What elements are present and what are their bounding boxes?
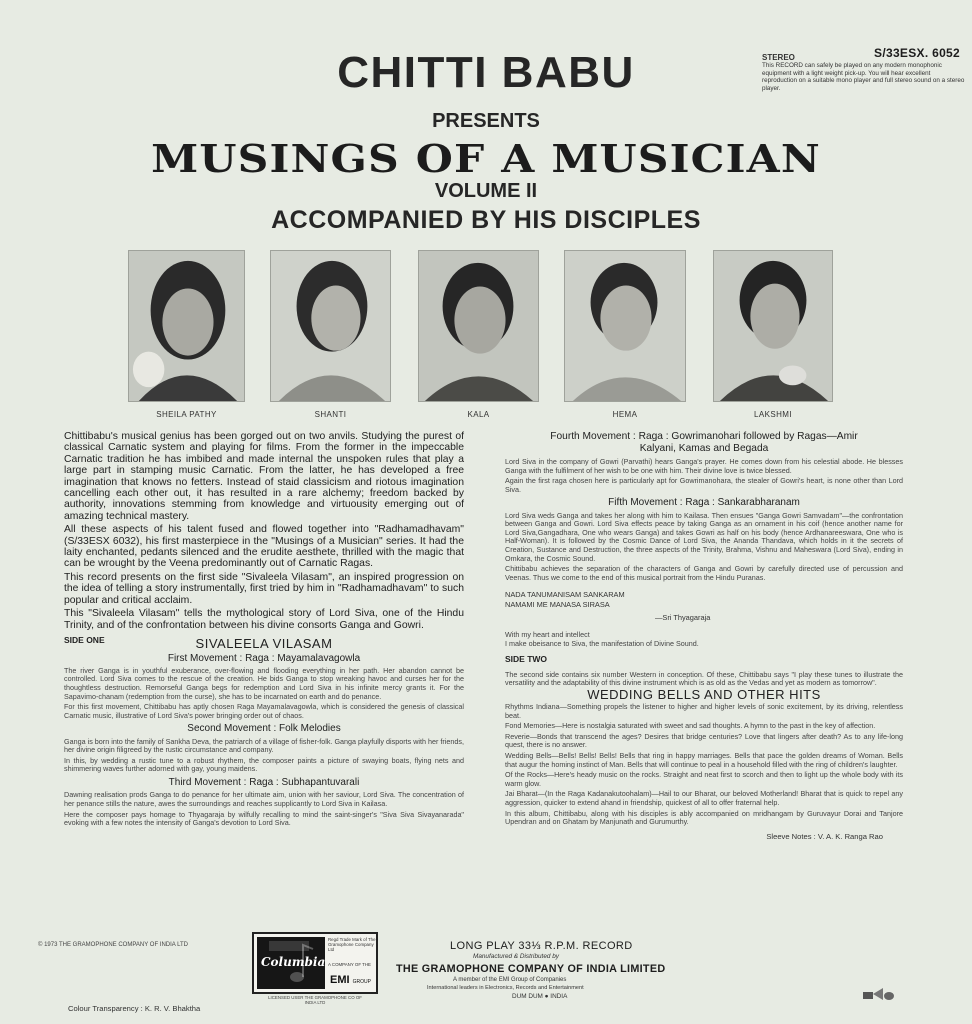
movement-3-title: Third Movement : Raga : Subhapantuvarali — [168, 777, 360, 789]
movement-2-title: Second Movement : Folk Melodies — [187, 723, 341, 735]
accompaniment-note: In this album, Chittibabu, along with his disciples is ably accompanied on mridhangam by Guruvayur Dorai and Tanjore Upendran and on Ghatam by Manjunath and Gurumurthy. — [505, 808, 903, 827]
address-label: DUM DUM ● INDIA — [512, 993, 568, 1000]
copyright-notice: © 1973 THE GRAMOPHONE COMPANY OF INDIA LTD — [38, 942, 189, 948]
quote-translation: I make obeisance to Siva, the manifestation of Divine Sound. — [505, 638, 699, 648]
portrait-image — [129, 251, 244, 401]
disciple-photo-2 — [270, 250, 391, 402]
transparency-credit: Colour Transparency : K. R. V. Bhaktha — [68, 1004, 201, 1013]
his-masters-voice-icon — [861, 986, 897, 1007]
trademark-note: Regd Trade Mark of The Gramophone Company Ltd — [328, 937, 376, 952]
movement-text: Lord Siva weds Ganga and takes her along with him to Kailasa. Then ensues "Ganga Gowri Samvadam"—the confrontation between Ganga and Gowri. Lord Siva effects peace by taking Ganga as an ornament in his coif (hence another name for Lord Siva,Gangadhara, One who wears Ganga) and takes Gowri as half on his body (hence Ardhanareeswara, One who is Half-Woman). It is followed by the Cosmic Dance of Lord Siva, the Ananda Thandava, which holds in it the secrets of Creation, Sustance and Destruction, the three aspects of the Trinity, Brahma, Vishnu and Maheswara (Lord Siva), ending in Omkara, the Cosmic Sound. — [505, 510, 903, 563]
track-description: Of the Rocks—Here's heady music on the rocks. Straight and neat first to scorch and then to light up the whole body with its warm glow. — [505, 770, 903, 788]
quote-line: NADA TANUMANISAM SANKARAM — [505, 590, 625, 600]
disciple-photo-4 — [564, 250, 686, 402]
movement-text: Here the composer pays homage to Thyagaraja by wilfully recalling to mind the saint-singer's "Siva Siva Sivayanarada" evoking with a few notes the intensity of Ganga's devotion to Lord Siva. — [64, 809, 464, 828]
long-play-label: LONG PLAY 33⅓ R.P.M. RECORD — [450, 940, 633, 952]
columbia-logo-block — [257, 937, 325, 989]
catalog-number: S/33ESX. 6052 — [874, 46, 960, 60]
portrait-image — [271, 251, 390, 401]
side-one-label: SIDE ONE — [64, 634, 105, 645]
presents-label: PRESENTS — [432, 110, 540, 132]
track-description: Rhythms Indiana—Something propels the listener to higher and higher levels of sonic excitement, by its driving, relentless beat. — [505, 702, 903, 720]
disciple-name-5: LAKSHMI — [754, 410, 792, 419]
movement-text: Lord Siva in the company of Gowri (Parvathi) hears Ganga's prayer. He comes down from his celestial abode. He blesses Ganga with the fulfilment of her wish to be one with him. Their divine love is twice blessed. — [505, 457, 903, 475]
company-of-label: A COMPANY OF THE — [328, 962, 371, 967]
columbia-logo — [252, 932, 378, 994]
side-two-title: WEDDING BELLS AND OTHER HITS — [587, 686, 821, 702]
right-column — [505, 431, 903, 842]
quote-translation: With my heart and intellect — [505, 630, 590, 640]
intro-paragraph: All these aspects of his talent fused and flowed together into "Radhamadhavam" (S/33ESX 6032), his first masterpiece in the "Musings of a Musician" series. It had the laity enchanted, pedants silenced and the erudite aesthete, thrilled with the magic that can be wrought by the Veena predominantly out of Carnatic Ragas. — [64, 524, 464, 570]
stereo-title: STEREO — [762, 53, 795, 62]
disciple-name-1: SHEILA PATHY — [156, 410, 217, 419]
movement-text: For this first movement, Chittibabu has aptly chosen Raga Mayamalavagowla, which is considered the genesis of classical Carnatic music, illustrative of Lord Siva's power bringing order out of chaos. — [64, 702, 464, 720]
intro-paragraph: This record presents on the first side "Sivaleela Vilasam", an inspired progression on the idea of telling a story instrumentally, first tried by him in "Radhamadhavam" to such popular and critical acclaim. — [64, 571, 464, 606]
side-one-title: SIVALEELA VILASAM — [195, 636, 333, 652]
disciple-photo-1 — [128, 250, 245, 402]
intro-paragraph: This "Sivaleela Vilasam" tells the mythological story of Lord Siva, one of the Hindu Trinity, and of the confrontation between his divine consorts Ganga and Gowri. — [64, 608, 464, 631]
movement-1-title: First Movement : Raga : Mayamalavagowla — [167, 652, 361, 664]
disciple-name-3: KALA — [467, 410, 490, 419]
movement-4-title: Fourth Movement : Raga : Gowrimanohari followed by Ragas—Amir Kalyani, Kamas and Begada — [550, 431, 858, 454]
left-column — [64, 431, 464, 830]
movement-text: Ganga is born into the family of Sankha Deva, the patriarch of a village of fisher-folk. Ganga playfully disports with her friends, her divine origin filigreed by the rustic circumstance and company. — [64, 736, 464, 755]
track-description: Reverie—Bonds that transcend the ages? Desires that bridge centuries? Love that lingers after death? As to any life-long quest, there is no answer. — [505, 731, 903, 750]
movement-text: Dawning realisation prods Ganga to do penance for her ultimate aim, union with her saviour, Lord Siva. The concentration of her penance stills the nature, awes the surroundings and reaches supplicantly to Lord Siva in Kailasa. — [64, 790, 464, 808]
emi-group-label: GROUP — [352, 979, 371, 985]
movement-text: Again the first raga chosen here is particularly apt for Gowrimanohara, the stealer of Gowri's heart, is none other than Lord Siva. — [505, 476, 903, 494]
track-description: Fond Memories—Here is nostalgia saturated with sweet and sad thoughts. A hymn to the past in the key of affection. — [505, 721, 876, 731]
emi-wordmark: EMI — [330, 974, 350, 986]
side-two-intro: The second side contains six number Western in conception. Of these, Chittibabu says "I play these tunes to illustrate the versatility and the adaptability of this divine instrument which is as old as the Vedas and yet as modern as tomorrow". — [505, 669, 903, 688]
album-title: MUSINGS OF A MUSICIAN — [151, 136, 821, 181]
quote-line: NAMAMI ME MANASA SIRASA — [505, 599, 610, 609]
volume-label: VOLUME II — [434, 180, 538, 202]
disciple-photo-5 — [713, 250, 833, 402]
artist-title: CHITTI BABU — [337, 48, 635, 97]
company-name: THE GRAMOPHONE COMPANY OF INDIA LIMITED — [396, 963, 666, 975]
disciple-photo-3 — [418, 250, 539, 402]
track-description: Wedding Bells—Bells! Bells! Bells! Bells that ring in happy marriages. Bells that pace the golden dreams of Woman. Bells that augur the homing instinct of Man. Bells that will continue to peal in a household filled with the ring of children's laughter. — [505, 751, 903, 769]
side-two-label: SIDE TWO — [505, 654, 548, 665]
sanskrit-quote — [505, 590, 903, 608]
emi-logo — [330, 974, 371, 986]
stereo-text: This RECORD can safely be played on any modern monophonic equipment with a light weight pick-up. You will hear excellent reproduction on a suitable mono player and full stereo sound on a stereo player. — [762, 62, 965, 92]
sleeve-notes-credit: Sleeve Notes : V. A. K. Ranga Rao — [766, 831, 883, 841]
track-description: Jai Bharat—(In the Raga Kadanakutoohalam)—Hail to our Bharat, our beloved Motherland! Bharat that is quick to repel any aggression, quicker to extend ahand in friendship, quickest of all to offer fraternal help. — [505, 789, 903, 808]
manufactured-by-label: Manufactured & Distributed by — [473, 953, 559, 960]
intro-paragraph: Chittibabu's musical genius has been gorged out on two anvils. Studying the purest of classical Carnatic system and playing for films. From the former in the impeccable Carnatic tradition he has imbibed and made internal the unspoken rules that play a large part in stamping music Carnatic. From the latter, he has developed a free imagination that knows no fetters. Instead of staid classicism and riotous imagination cancelling each other out, it has resulted in a rare alchemy; freedom backed by authority, innovations stemming from knowledge and virtuousity emerging out of amazing technical mastery. — [64, 431, 464, 522]
accompanied-label: ACCOMPANIED BY HIS DISCIPLES — [271, 206, 701, 234]
disciple-name-4: HEMA — [612, 410, 638, 419]
leaders-note: International leaders in Electronics, Records and Entertainment — [427, 985, 584, 991]
disciple-name-2: SHANTI — [314, 410, 347, 419]
movement-5-title: Fifth Movement : Raga : Sankarabharanam — [608, 497, 800, 509]
emi-member-note: A member of the EMI Group of Companies — [453, 977, 567, 983]
licensed-user-note: LICENSED USER THE GRAMOPHONE CO OF INDIA LTD — [268, 995, 362, 1005]
movement-text: Chittibabu achieves the separation of the characters of Ganga and Gowri by carefully directed use of percussion and Veenas. Thus we come to the end of this musical portrait from the Hindu Puranas. — [505, 564, 903, 582]
columbia-wordmark: Columbia — [261, 955, 326, 969]
portrait-image — [565, 251, 685, 401]
movement-text: The river Ganga is in youthful exuberance, over-flowing and flooding everything in her path. Her abandon cannot be controlled. Lord Siva comes to the rescue of the creation. He bids Ganga to stop wreaking havoc and curses her for the thoughtless destruction. Remorseful Ganga begs for redemption and Lord Siva in his infinite mercy grants it. For the Sapavimo-chanam (redemption from the curse), she has to be incarnated on earth and do penance. — [64, 665, 464, 701]
movement-text: In this, by wedding a rustic tune to a robust rhythem, the composer paints a picture of swaying boats, flying nets and shimmering waves further adorned with gay, young maidens. — [64, 755, 464, 774]
portrait-image — [419, 251, 538, 401]
quote-attribution: —Sri Thyagaraja — [655, 612, 711, 622]
portrait-image — [714, 251, 832, 401]
